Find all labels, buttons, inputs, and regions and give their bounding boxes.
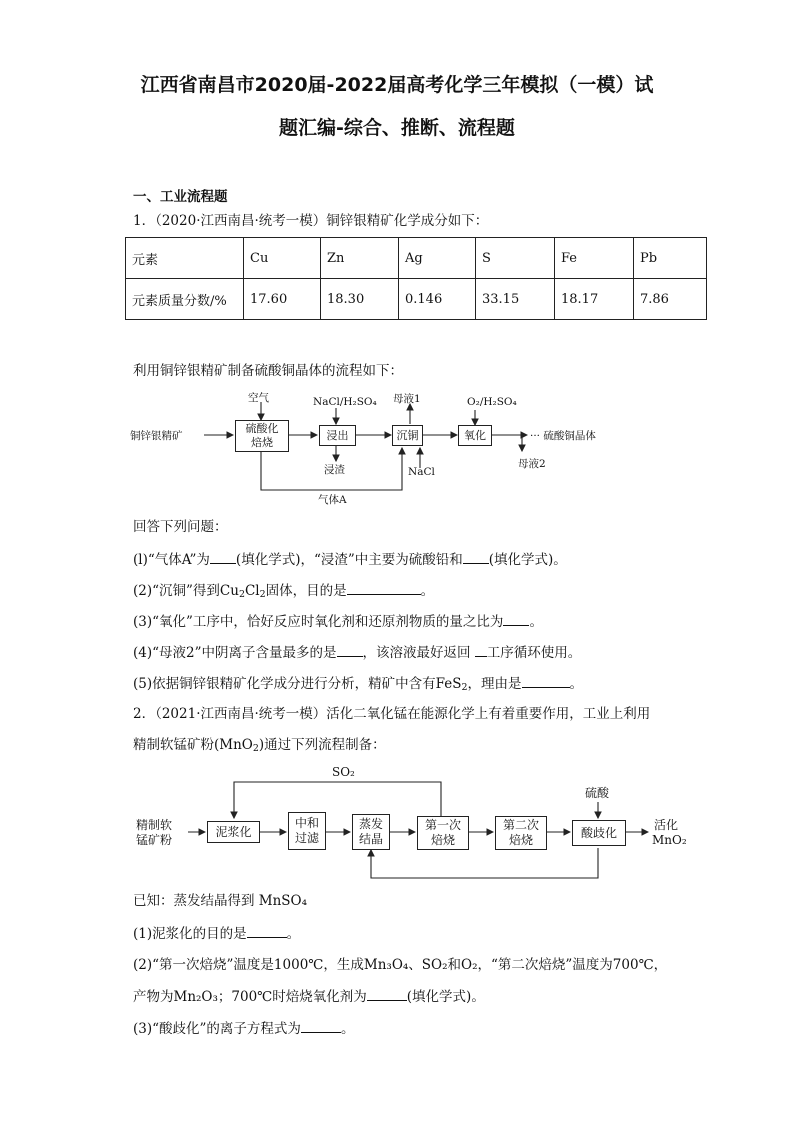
text: (1)泥浆化的目的是: [133, 926, 247, 942]
flow-1-residue: 浸渣: [324, 464, 345, 476]
flow-1-box-oxidize: 氧化: [458, 425, 492, 446]
flow-2-end-l1: 活化: [654, 818, 679, 832]
flow-2-box-evaporate: [352, 814, 390, 850]
question-1-part-1: [133, 550, 567, 569]
flow-1-reagent-2: NaCl/H₂SO₄: [313, 396, 377, 408]
flow-2-box-first-roast-l2: 焙烧: [430, 833, 455, 847]
table-cell: 0.146: [399, 279, 476, 320]
text: 固体，目的是: [265, 583, 347, 599]
text: )通过下列流程制备：: [258, 737, 386, 753]
answer-blank[interactable]: [337, 643, 363, 657]
flow-1-box-leach: 浸出: [319, 425, 356, 446]
question-1-part-5: (5)依据铜锌银精矿化学成分进行分析，精矿中含有FeS$_2$，理由是 。: [133, 676, 584, 693]
text: (填化学式)，“浸渣”中主要为硫酸铅和: [235, 552, 463, 568]
table-cell: Zn: [321, 238, 399, 279]
flow-2-box-second-roast-l1: 第二次: [502, 818, 539, 832]
flow-2-box-slurry: 泥浆化: [207, 821, 260, 843]
text: (填化学式)。: [406, 989, 485, 1005]
flow-2-start-l1: 精制软: [136, 818, 173, 832]
text: 精制软锰矿粉(MnO: [133, 737, 253, 753]
flow-1-intro: 利用铜锌银精矿制备硫酸铜晶体的流程如下：: [133, 363, 403, 379]
question-2-intro-2: 精制软锰矿粉(MnO$_2$)通过下列流程制备：: [133, 737, 386, 754]
text: ，理由是: [467, 676, 522, 692]
text: (3)“氧化”工序中，恰好反应时氧化剂和还原剂物质的量之比为: [133, 614, 504, 630]
text: 产物为Mn₂O₃；700℃时焙烧氧化剂为: [133, 989, 367, 1005]
text: 。: [340, 1021, 355, 1037]
question-2-part-2-line-1: (2)“第一次焙烧”温度是1000℃，生成Mn₃O₄、SO₂和O₂，“第二次焙烧”温度为700℃，: [133, 957, 668, 973]
known-info: 已知：蒸发结晶得到 MnSO₄: [133, 893, 308, 909]
flow-1-box-roast-l2: 焙烧: [251, 436, 273, 449]
flow-1-start: 铜锌银精矿: [130, 430, 183, 442]
question-2-intro-1: 2．（2021·江西南昌·统考一模）活化二氧化锰在能源化学上有着重要作用，工业上利用: [133, 706, 651, 722]
composition-table: [125, 237, 707, 320]
flow-diagram-2: [130, 762, 690, 884]
question-2-part-1: [133, 924, 300, 943]
text: 。: [529, 614, 543, 630]
flow-1-box-copper: 沉铜: [392, 425, 423, 446]
table-cell: 17.60: [244, 279, 321, 320]
answer-blank[interactable]: [247, 924, 287, 938]
flow-2-end-l2: MnO₂: [652, 833, 687, 847]
table-cell: 33.15: [476, 279, 555, 320]
title-line-1: 江西省南昌市2020届-2022届高考化学三年模拟（一模）试: [140, 74, 654, 96]
flow-1-box-roast-l1: 硫酸化: [245, 422, 279, 435]
flow-2-box-evaporate-l1: 蒸发: [358, 817, 383, 831]
flow-2-acid: 硫酸: [585, 786, 610, 800]
text: (填化学式)。: [488, 552, 567, 568]
answer-blank[interactable]: [463, 550, 489, 564]
flow-1-mother-liquor-1: 母液1: [393, 393, 421, 405]
flow-2-so2: SO₂: [332, 765, 355, 779]
flow-2-box-first-roast-l1: 第一次: [424, 818, 461, 832]
answer-blank[interactable]: [522, 674, 570, 688]
text: (l)“气体A”为: [133, 552, 210, 568]
text: 工序循环使用。: [486, 645, 582, 661]
table-cell: S: [476, 238, 555, 279]
text: (3)“酸歧化”的离子方程式为: [133, 1021, 301, 1037]
text: ，该溶液最好返回: [362, 645, 475, 661]
flow-2-box-disproportionation: 酸歧化: [572, 820, 626, 846]
flow-1-arrows: [130, 388, 650, 506]
title-line-2: 题汇编-综合、推断、流程题: [279, 117, 515, 139]
flow-1-mother-liquor-2: 母液2: [518, 458, 546, 470]
table-cell: 18.17: [555, 279, 634, 320]
answer-blank[interactable]: [367, 987, 407, 1001]
table-cell: 元素: [126, 238, 244, 279]
flow-1-product: ··· 硫酸铜晶体: [530, 430, 596, 442]
flow-2-box-neutralize-l1: 中和: [294, 816, 319, 830]
answer-blank[interactable]: [503, 612, 529, 626]
flow-2-box-first-roast: [417, 816, 469, 850]
question-1-intro: 1．（2020·江西南昌·统考一模）铜锌银精矿化学成分如下：: [133, 213, 489, 229]
table-cell: Cu: [244, 238, 321, 279]
answer-blank[interactable]: [210, 550, 236, 564]
flow-2-box-second-roast-l2: 焙烧: [508, 833, 533, 847]
flow-1-box-roast: [235, 420, 289, 452]
section-heading: 一、工业流程题: [133, 189, 228, 205]
text: 。: [420, 583, 435, 599]
flow-1-air: 空气: [248, 392, 269, 404]
table-cell: 7.86: [634, 279, 707, 320]
question-1-part-4: [133, 643, 581, 662]
question-1-part-3: [133, 612, 543, 631]
question-2-part-3: [133, 1019, 354, 1038]
table-cell: 18.30: [321, 279, 399, 320]
text: (4)“母液2”中阴离子含量最多的是: [133, 645, 337, 661]
text: (2)“沉铜”得到Cu: [133, 583, 239, 599]
flow-1-reagent-4: O₂/H₂SO₄: [467, 396, 517, 408]
flow-2-box-second-roast: [495, 816, 547, 850]
table-row: [126, 238, 707, 279]
flow-1-nacl: NaCl: [408, 466, 435, 478]
text: Cl: [244, 583, 260, 599]
flow-1-gas-a: 气体A: [318, 494, 347, 506]
answer-blank[interactable]: [475, 643, 487, 657]
table-cell: Pb: [634, 238, 707, 279]
answer-prompt: 回答下列问题：: [133, 519, 228, 535]
table-cell: 元素质量分数/%: [126, 279, 244, 320]
question-1-part-2: (2)“沉铜”得到$Cu_2Cl_2$固体，目的是 。: [133, 583, 435, 600]
table-row: [126, 279, 707, 320]
answer-blank[interactable]: [347, 581, 421, 595]
flow-2-box-neutralize: [288, 812, 326, 850]
flow-2-box-neutralize-l2: 过滤: [294, 831, 319, 845]
text: 。: [286, 926, 301, 942]
table-cell: Fe: [555, 238, 634, 279]
text: (5)依据铜锌银精矿化学成分进行分析，精矿中含有FeS: [133, 676, 462, 692]
flow-2-start-l2: 锰矿粉: [136, 833, 173, 847]
flow-diagram-1: [130, 388, 650, 506]
text: 。: [569, 676, 584, 692]
flow-2-box-evaporate-l2: 结晶: [358, 832, 383, 846]
answer-blank[interactable]: [301, 1019, 341, 1033]
question-2-part-2-line-2: [133, 987, 485, 1006]
table-cell: Ag: [399, 238, 476, 279]
